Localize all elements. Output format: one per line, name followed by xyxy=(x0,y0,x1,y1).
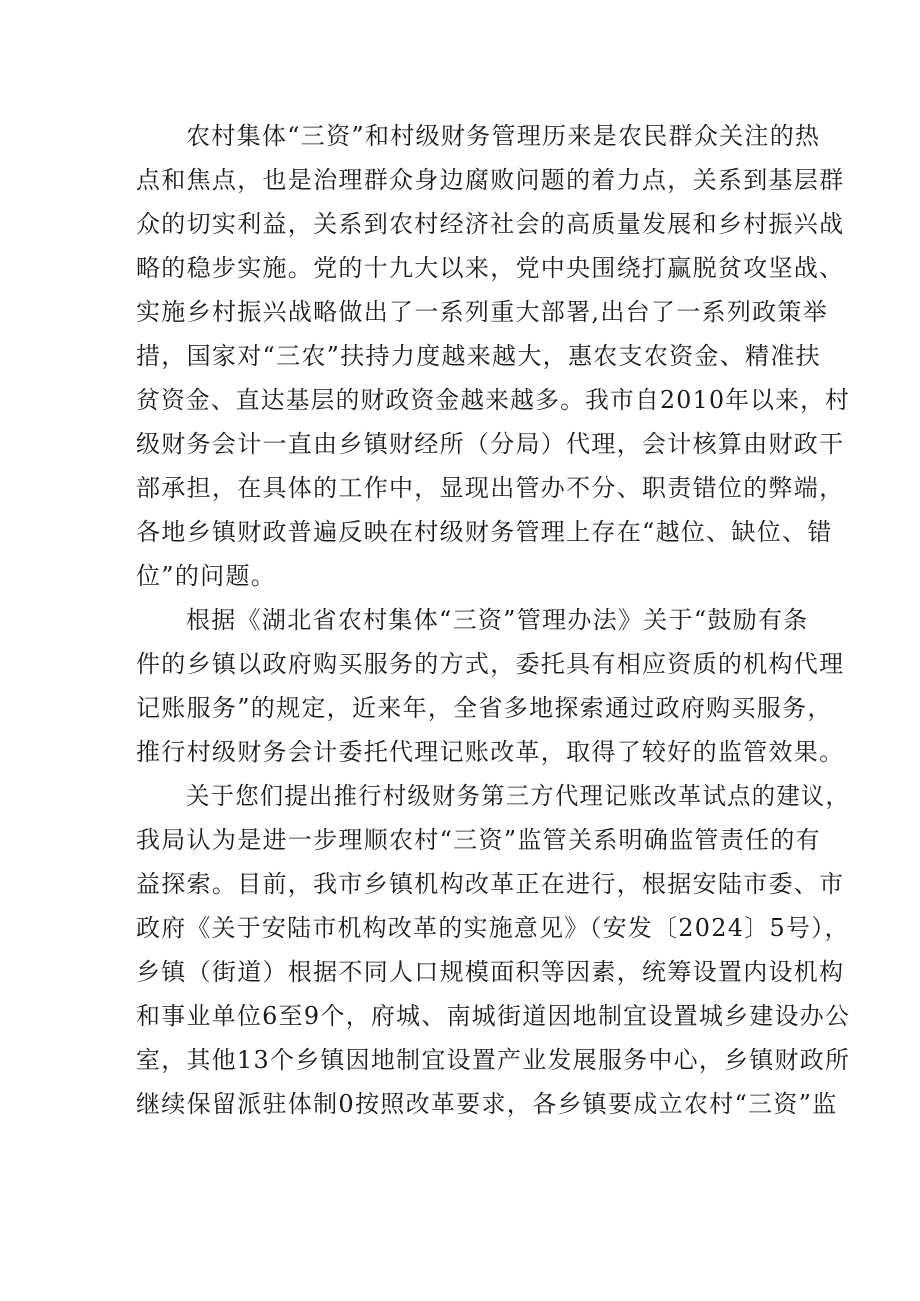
paragraph-2-line-1: 根据《湖北省农村集体“三资”管理办法》关于“鼓励有条 xyxy=(186,606,809,634)
paragraph-3-line-5: 乡镇（街道）根据不同人口规模面积等因素，统筹设置内设机构 xyxy=(136,958,845,986)
paragraph-3-line-6: 和事业单位6至9个，府城、南城街道因地制宜设置城乡建设办公 xyxy=(136,1002,851,1030)
paragraph-2-line-4: 推行村级财务会计委托代理记账改革，取得了较好的监管效果。 xyxy=(136,738,845,766)
paragraph-3-line-2: 我局认为是进一步理顺农村“三资”监管关系明确监管责任的有 xyxy=(136,826,821,854)
paragraph-3-line-7: 室，其他13个乡镇因地制宜设置产业发展服务中心，乡镇财政所 xyxy=(136,1046,851,1074)
paragraph-1-line-10: 各地乡镇财政普遍反映在村级财务管理上存在“越位、缺位、错 xyxy=(136,518,833,546)
paragraph-1-line-7: 贫资金、直达基层的财政资金越来越多。我市自2010年以来，村 xyxy=(136,386,851,414)
paragraph-1-line-2: 点和焦点，也是治理群众身边腐败问题的着力点，关系到基层群 xyxy=(136,166,845,194)
paragraph-2-line-3: 记账服务”的规定，近来年，全省多地探索通过政府购买服务， xyxy=(136,694,833,722)
paragraph-3-line-4: 政府《关于安陆市机构改革的实施意见》（安发〔2024〕5号）， xyxy=(136,914,850,942)
paragraph-3-line-3: 益探索。目前，我市乡镇机构改革正在进行，根据安陆市委、市 xyxy=(136,870,845,898)
paragraph-1-line-11: 位”的问题。 xyxy=(136,562,277,590)
paragraph-1-line-1: 农村集体“三资”和村级财务管理历来是农民群众关注的热 xyxy=(186,122,821,150)
paragraph-1-line-8: 级财务会计一直由乡镇财经所（分局）代理，会计核算由财政干 xyxy=(136,430,845,458)
paragraph-2-line-2: 件的乡镇以政府购买服务的方式，委托具有相应资质的机构代理 xyxy=(136,650,845,678)
paragraph-3-line-8: 继续保留派驻体制0按照改革要求，各乡镇要成立农村“三资”监 xyxy=(136,1090,838,1118)
paragraph-1-line-9: 部承担，在具体的工作中，显现出管办不分、职责错位的弊端， xyxy=(136,474,845,502)
paragraph-1-line-6: 措，国家对“三农”扶持力度越来越大，惠农支农资金、精准扶 xyxy=(136,342,821,370)
paragraph-1-line-5: 实施乡村振兴战略做出了一系列重大部署,出台了一系列政策举 xyxy=(136,298,829,326)
paragraph-3-line-1: 关于您们提出推行村级财务第三方代理记账改革试点的建议， xyxy=(186,782,851,810)
paragraph-1-line-3: 众的切实利益，关系到农村经济社会的高质量发展和乡村振兴战 xyxy=(136,210,845,238)
paragraph-1-line-4: 略的稳步实施。党的十九大以来，党中央围绕打赢脱贫攻坚战、 xyxy=(136,254,845,282)
